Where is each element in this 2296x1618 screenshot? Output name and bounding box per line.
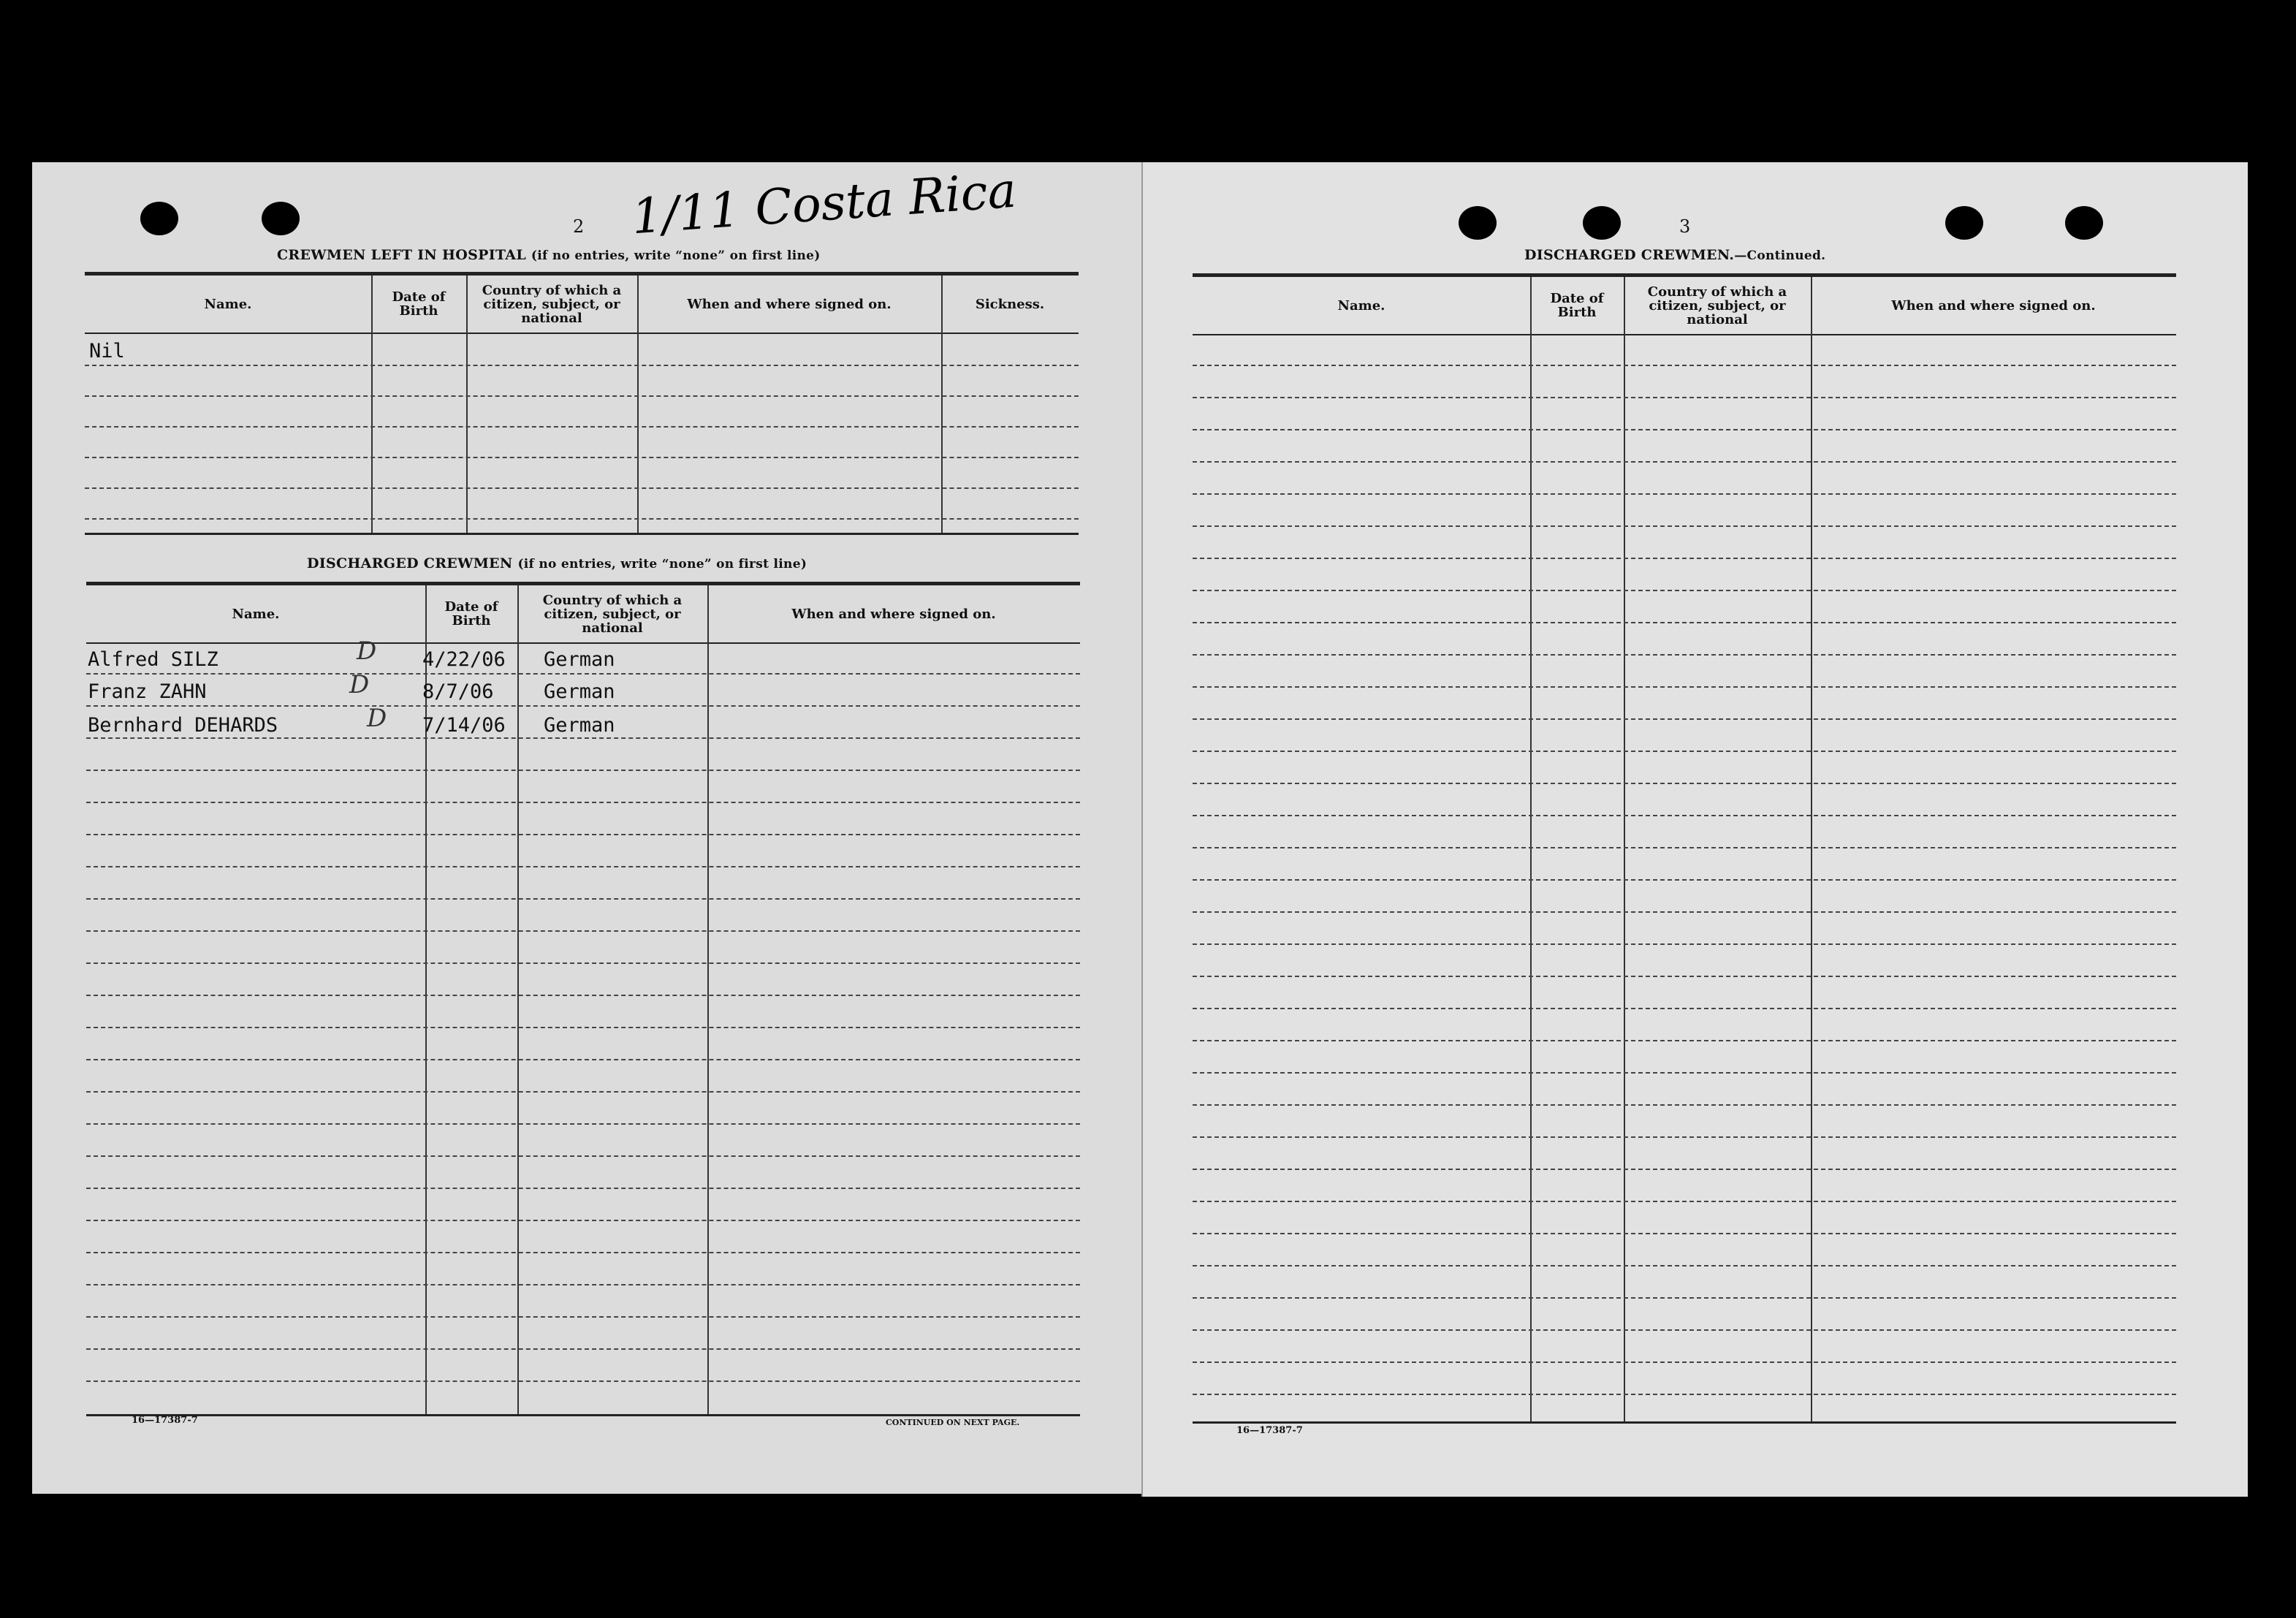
table-row [1193,1040,2176,1041]
table-row [86,1316,1080,1318]
table-row [86,770,1080,771]
col-header-dob: Date of Birth [444,599,498,628]
punch-hole [2065,206,2103,240]
crewman-dob: 4/22/06 [422,648,506,671]
discharged-table [86,582,1080,1426]
table-row [1193,365,2176,366]
table-row [85,365,1079,366]
table-row [1193,1329,2176,1331]
table-row [85,518,1079,520]
column-divider [1624,277,1625,1423]
table-row [86,1348,1080,1350]
table-row [86,673,1080,675]
discharged-continued-text: DISCHARGED CREWMEN. [1524,247,1735,263]
col-header-signed-on: When and where signed on. [687,296,892,312]
table-row [86,1252,1080,1253]
table-row [1193,751,2176,752]
page-number: 3 [1679,216,1691,237]
crewman-name: Bernhard DEHARDS [88,714,278,737]
form-number: 16—17387-7 [1236,1425,1303,1436]
page-number: 2 [573,216,585,237]
table-row [86,1059,1080,1060]
table-row [1193,590,2176,591]
table-row [86,1091,1080,1093]
crewman-country: German [544,648,615,671]
table-row [1193,429,2176,430]
table-row [1193,1233,2176,1234]
hospital-table-header [85,276,1079,334]
crewman-dob: 7/14/06 [422,714,506,737]
table-row [86,1155,1080,1157]
col-header-signed-on: When and where signed on. [1891,297,2096,314]
table-row [86,898,1080,900]
table-row [1193,1072,2176,1074]
table-row [1193,1169,2176,1170]
col-header-dob: Date of Birth [392,289,446,319]
table-row [1193,397,2176,398]
handwritten-header: 1/11 Costa Rica [629,162,1019,246]
hospital-title-text: CREWMEN LEFT IN HOSPITAL [277,247,526,263]
col-header-sickness: Sickness. [975,296,1045,312]
crewman-country: German [544,680,615,703]
table-row [86,962,1080,964]
discharged-continued-table [1193,273,2176,1432]
punch-hole [1583,206,1621,240]
col-header-name: Name. [204,296,252,312]
column-divider [425,585,427,1416]
table-row [85,426,1079,428]
discharged-section-title [307,555,807,571]
column-divider [371,276,373,534]
hospital-instruction: (if no entries, write “none” on first line) [531,248,821,263]
table-row [1193,879,2176,881]
table-row [1193,847,2176,848]
col-header-name: Name. [232,606,280,622]
discharged-title-text: DISCHARGED CREWMEN [307,555,513,571]
column-divider [1530,277,1532,1423]
table-row [86,1027,1080,1028]
handwritten-mark: D [367,704,387,733]
punch-hole [1945,206,1983,240]
column-divider [637,276,639,534]
table-row [1193,1394,2176,1395]
table-row [86,802,1080,803]
table-bottom-rule [86,1414,1080,1416]
discharged-instruction: (if no entries, write “none” on first line) [517,557,807,571]
table-row [1193,461,2176,463]
table-row [85,395,1079,397]
hospital-section-title [277,247,821,263]
table-row [86,995,1080,996]
table-row [1193,686,2176,688]
table-row [1193,1297,2176,1299]
discharged-table-header [86,585,1080,644]
punch-hole [262,202,300,235]
table-row [86,834,1080,835]
table-row [1193,1008,2176,1009]
table-row [1193,622,2176,623]
table-row [1193,911,2176,913]
table-row [1193,815,2176,816]
handwritten-mark: D [349,670,370,699]
table-row [1193,558,2176,559]
table-row [86,1123,1080,1125]
col-header-signed-on: When and where signed on. [791,606,996,622]
table-row [1193,1361,2176,1363]
col-header-country: Country of which a citizen, subject, or national [482,282,622,326]
handwritten-mark: D [357,637,377,666]
col-header-country: Country of which a citizen, subject, or national [542,592,683,636]
table-row [86,1380,1080,1382]
table-row [86,1220,1080,1221]
table-row [86,1188,1080,1189]
continued-suffix: —Continued. [1734,248,1826,263]
crewman-dob: 8/7/06 [422,680,494,703]
table-bottom-rule [85,533,1079,535]
column-divider [1811,277,1812,1423]
col-header-country: Country of which a citizen, subject, or national [1647,284,1787,327]
table-row [1193,493,2176,495]
table-row [1193,943,2176,945]
table-row [1193,1136,2176,1138]
column-divider [941,276,943,534]
table-row [1193,1201,2176,1202]
table-row [86,930,1080,932]
column-divider [466,276,468,534]
col-header-dob: Date of Birth [1550,291,1604,320]
table-row [85,487,1079,489]
table-row [1193,1104,2176,1106]
table-row [1193,976,2176,977]
crewman-country: German [544,714,615,737]
table-row [86,1284,1080,1285]
right-page [1141,162,2248,1497]
column-divider [707,585,709,1416]
table-row [1193,654,2176,656]
crewman-name: Alfred SILZ [88,648,218,671]
column-divider [517,585,519,1416]
table-row [1193,718,2176,720]
form-number: 16—17387-7 [132,1415,198,1426]
crewman-name: Franz ZAHN [88,680,207,703]
punch-hole [1459,206,1497,240]
col-header-name: Name. [1337,297,1385,314]
left-page [32,162,1143,1494]
table-row [1193,525,2176,527]
table-row [86,705,1080,707]
table-row [85,457,1079,458]
table-row [86,737,1080,739]
table-bottom-rule [1193,1421,2176,1424]
table-row [86,866,1080,867]
table-row [1193,1265,2176,1266]
table-row [1193,783,2176,784]
continued-note: CONTINUED ON NEXT PAGE. [886,1418,1020,1427]
discharged-continued-title [1524,247,1825,263]
hospital-row-name: Nil [89,340,125,362]
punch-hole [140,202,178,235]
discharged-continued-header [1193,277,2176,335]
